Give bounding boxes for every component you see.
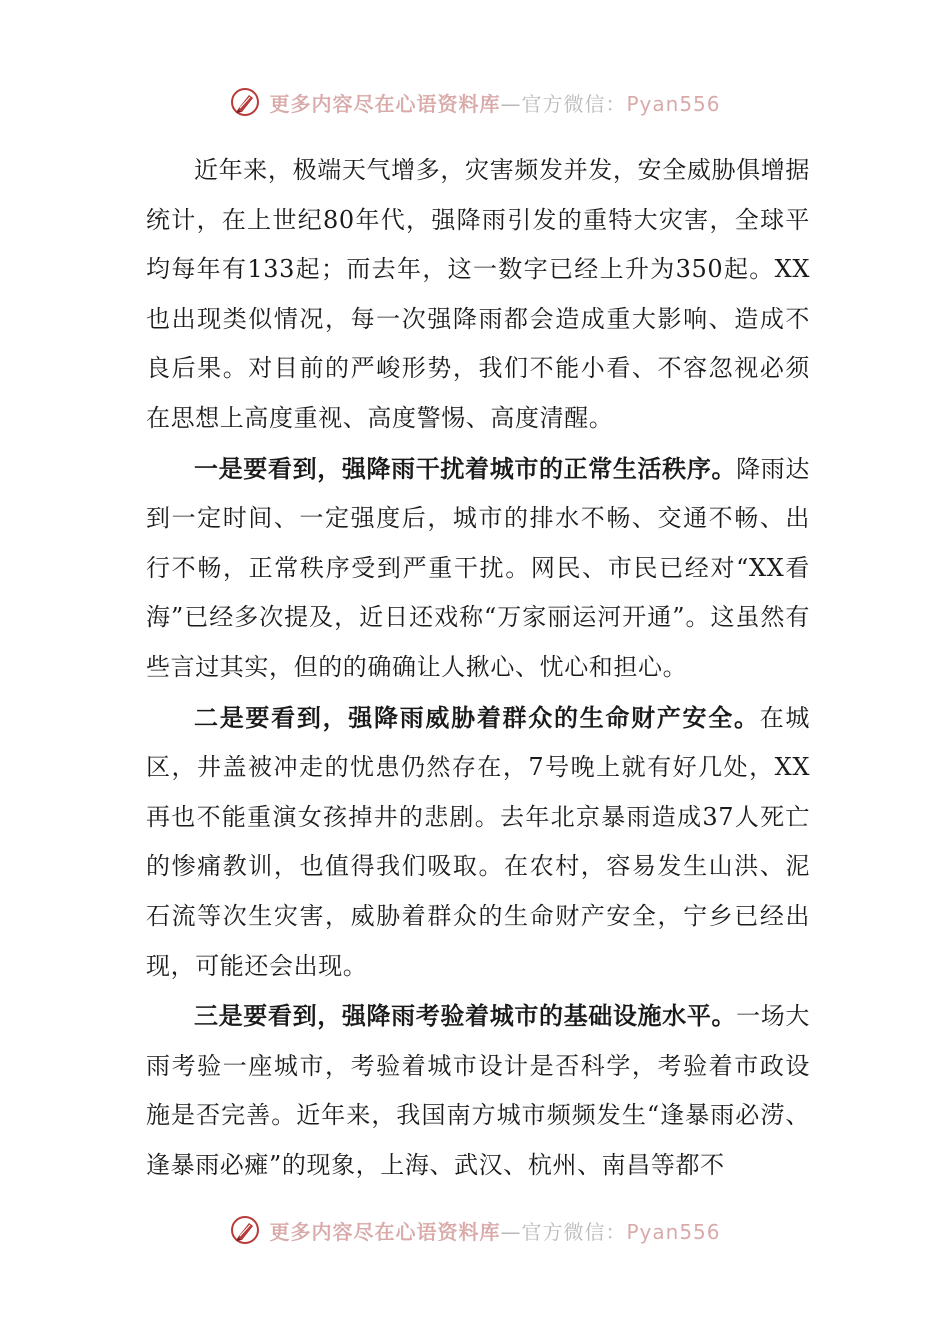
banner-text [269,1216,720,1245]
paragraph-point-three [146,991,810,1190]
pen-nib-logo-icon [229,86,261,118]
paragraph-text: 近年来，极端天气增多，灾害频发并发，安全威胁俱增据统计，在上世纪80年代，强降雨引发的重特大灾害，全球平均每年有133起；而去年，这一数字已经上升为350起。XX也出现类似情况，每一次强降雨都会造成重大影响、造成不良后果。对目前的严峻形势，我们不能小看、不容忽视必须在思想上高度重视、高度警惕、高度清醒。 [146,156,810,432]
banner-title: 更多内容尽在心语资料库 [269,91,501,116]
header-watermark-banner [0,82,950,122]
pen-nib-logo-icon [229,1214,261,1246]
paragraph-lead: 三是要看到，强降雨考验着城市的基础设施水平。 [194,1001,737,1031]
banner-wechat-id: Pyan556 [626,1219,721,1244]
paragraph-intro [146,146,810,444]
paragraph-lead: 二是要看到，强降雨威胁着群众的生命财产安全。 [194,702,760,732]
paragraph-point-two [146,693,810,992]
banner-separator: — [500,1219,522,1244]
paragraph-lead: 一是要看到，强降雨干扰着城市的正常生活秩序。 [194,453,737,483]
document-body [146,146,810,1190]
banner-separator: — [500,91,522,116]
banner-label: 官方微信： [521,91,627,116]
banner-title: 更多内容尽在心语资料库 [269,1219,501,1244]
paragraph-text: 在城区，井盖被冲走的忧患仍然存在，7号晚上就有好几处，XX再也不能重演女孩掉井的悲剧。去年北京暴雨造成37人死亡的惨痛教训，也值得我们吸取。在农村，容易发生山洪、泥石流等次生灾害，威胁着群众的生命财产安全，宁乡已经出现，可能还会出现。 [146,703,811,980]
paragraph-point-one [146,444,810,693]
paragraph-text: 一场大雨考验一座城市，考验着城市设计是否科学，考验着市政设施是否完善。近年来，我国南方城市频频发生“逢暴雨必涝、逢暴雨必瘫”的现象，上海、武汉、杭州、南昌等都不 [146,1002,810,1179]
banner-wechat-id: Pyan556 [626,91,721,116]
paragraph-text: 降雨达到一定时间、一定强度后，城市的排水不畅、交通不畅、出行不畅，正常秩序受到严重干扰。网民、市民已经对“XX看海”已经多次提及，近日还戏称“万家丽运河开通”。这虽然有些言过其实，但的的确确让人揪心、忧心和担心。 [146,454,810,681]
banner-label: 官方微信： [521,1219,627,1244]
banner-text [269,88,720,117]
footer-watermark-banner [0,1210,950,1250]
